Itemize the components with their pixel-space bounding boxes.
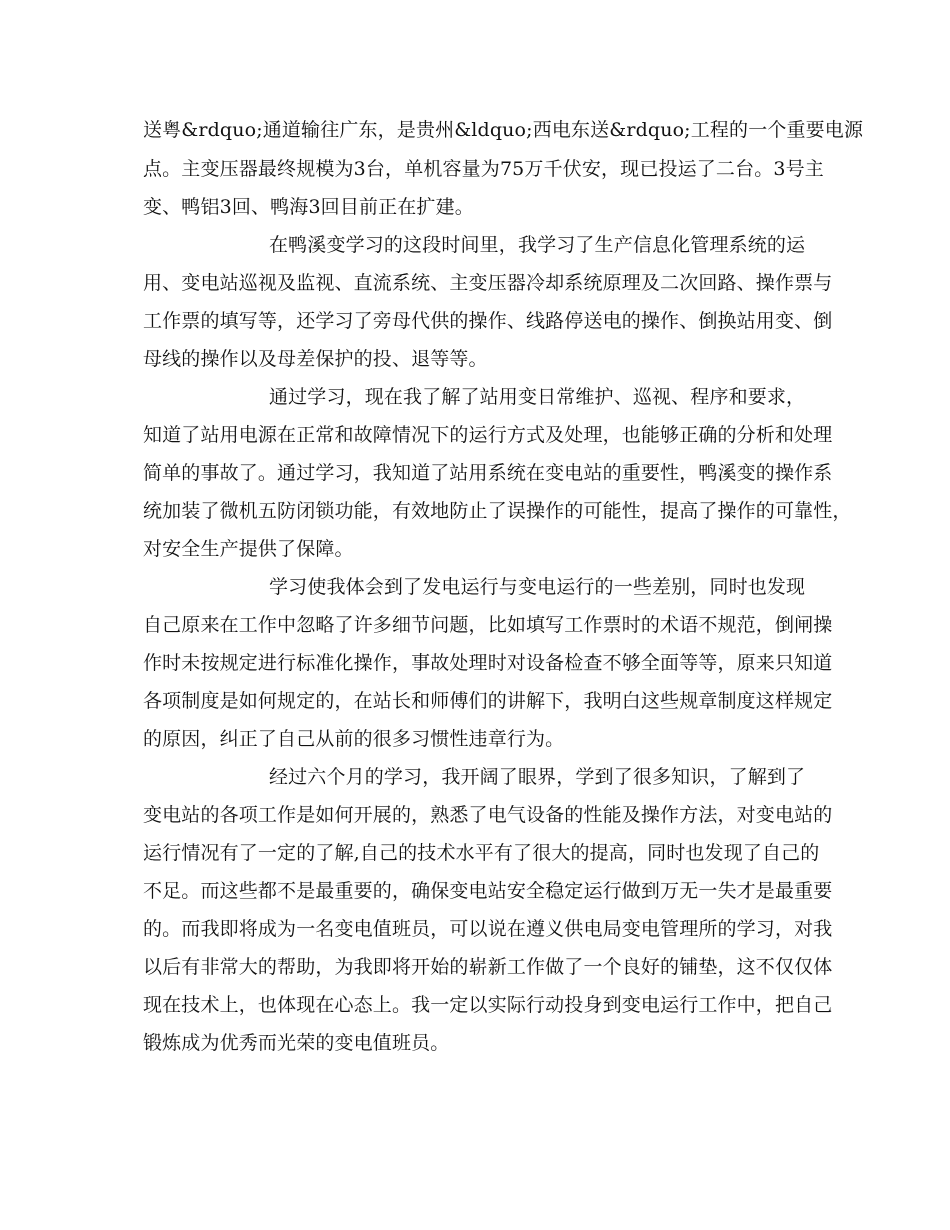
- text-line: 不足。而这些都不是最重要的，确保变电站安全稳定运行做到万无一失才是最重要: [143, 880, 833, 902]
- text-line: 以后有非常大的帮助，为我即将开始的崭新工作做了一个良好的铺垫，这不仅仅体: [143, 956, 833, 978]
- text-line: 简单的事故了。通过学习，我知道了站用系统在变电站的重要性，鸭溪变的操作系: [143, 462, 833, 484]
- text-line: 锻炼成为优秀而光荣的变电值班员。: [143, 1032, 450, 1054]
- text-line: 工作票的填写等，还学习了旁母代供的操作、线路停送电的操作、倒换站用变、倒: [143, 310, 833, 332]
- text-line: 作时未按规定进行标准化操作，事故处理时对设备检查不够全面等等，原来只知道: [143, 652, 833, 674]
- text-line: 对安全生产提供了保障。: [143, 538, 354, 560]
- text-line: 自己原来在工作中忽略了许多细节问题，比如填写工作票时的术语不规范，倒闸操: [143, 614, 833, 636]
- text-line: 变、鸭铝3回、鸭海3回目前正在扩建。: [143, 196, 474, 218]
- text-line: 变电站的各项工作是如何开展的，熟悉了电气设备的性能及操作方法，对变电站的: [143, 804, 833, 826]
- paragraph-first-line: 通过学习，现在我了解了站用变日常维护、巡视、程序和要求，: [269, 386, 806, 408]
- text-line: 运行情况有了一定的了解,自己的技术水平有了很大的提高，同时也发现了自己的: [143, 842, 820, 864]
- paragraph-first-line: 在鸭溪变学习的这段时间里，我学习了生产信息化管理系统的运: [269, 234, 806, 256]
- text-line: 点。主变压器最终规模为3台，单机容量为75万千伏安，现已投运了二台。3号主: [143, 158, 824, 180]
- text-line: 母线的操作以及母差保护的投、退等等。: [143, 348, 488, 370]
- text-line: 用、变电站巡视及监视、直流系统、主变压器冷却系统原理及二次回路、操作票与: [143, 272, 833, 294]
- text-line: 的原因，纠正了自己从前的很多习惯性违章行为。: [143, 728, 565, 750]
- text-line: 知道了站用电源在正常和故障情况下的运行方式及处理，也能够正确的分析和处理: [143, 424, 833, 446]
- text-line: 各项制度是如何规定的，在站长和师傅们的讲解下，我明白这些规章制度这样规定: [143, 690, 833, 712]
- text-line: 统加装了微机五防闭锁功能，有效地防止了误操作的可能性，提高了操作的可靠性，: [143, 500, 852, 522]
- paragraph-first-line: 学习使我体会到了发电运行与变电运行的一些差别，同时也发现: [269, 576, 806, 598]
- paragraph-first-line: 经过六个月的学习，我开阔了眼界，学到了很多知识，了解到了: [269, 766, 806, 788]
- text-line: 送粤&rdquo;通道输往广东，是贵州&ldquo;西电东送&rdquo;工程的一个重要电源: [143, 119, 864, 141]
- text-line: 的。而我即将成为一名变电值班员，可以说在遵义供电局变电管理所的学习，对我: [143, 918, 833, 940]
- text-line: 现在技术上，也体现在心态上。我一定以实际行动投身到变电运行工作中，把自己: [143, 994, 833, 1016]
